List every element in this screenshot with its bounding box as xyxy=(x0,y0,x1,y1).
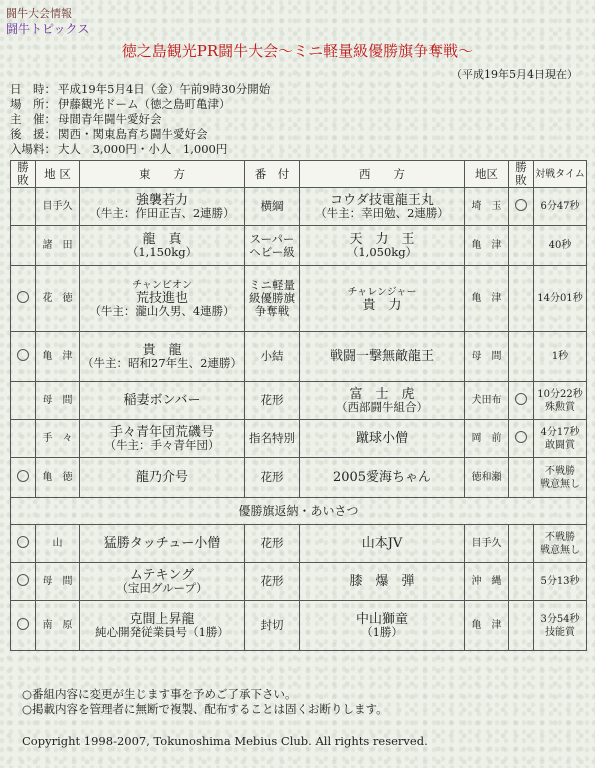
east-title: チャンピオン xyxy=(132,280,192,291)
win-mark-icon xyxy=(515,431,527,443)
note-change: ○番組内容に変更が生じます事を予めご了承下さい。 xyxy=(22,687,297,701)
info-value: 母間青年闘牛愛好会 xyxy=(58,112,162,126)
district-west: 沖 縄 xyxy=(465,563,509,601)
bout-row xyxy=(11,266,587,332)
award: 敢闘賞 xyxy=(545,439,575,451)
result-west xyxy=(509,382,534,420)
district-west: 岡 前 xyxy=(465,420,509,458)
bout-row xyxy=(11,382,587,420)
west-owner: （1勝） xyxy=(361,624,403,639)
district-east: 諸 田 xyxy=(36,226,80,266)
east-bull xyxy=(80,420,245,458)
west-bull xyxy=(300,332,465,382)
time-value: 不戦勝 xyxy=(545,531,575,543)
bout-row xyxy=(11,601,587,651)
district-east: 亀 徳 xyxy=(36,458,80,498)
win-mark-icon xyxy=(17,349,29,361)
result-west xyxy=(509,458,534,498)
east-name: 荒技進也 xyxy=(135,291,188,306)
district-east: 南 原 xyxy=(36,601,80,651)
district-east: 花 徳 xyxy=(36,266,80,332)
west-name: 戦闘一撃無敵龍王 xyxy=(329,349,434,364)
bout-row xyxy=(11,188,587,226)
rank: スーパーヘビー級 xyxy=(245,226,300,266)
west-owner: （牛主：幸田勉、2連勝） xyxy=(315,205,449,220)
bout-row xyxy=(11,563,587,601)
east-bull xyxy=(80,525,245,563)
east-bull xyxy=(80,458,245,498)
district-west: 目手久 xyxy=(465,525,509,563)
rank: 花形 xyxy=(245,458,300,498)
east-name: 強襲若力 xyxy=(135,192,188,208)
result-east xyxy=(11,266,36,332)
east-name: 克間上昇龍 xyxy=(129,611,195,627)
west-name: 蹴球小僧 xyxy=(355,431,408,446)
east-name: 龍 真 xyxy=(142,231,182,247)
note-copyright-warning: ○掲載内容を管理者に無断で複製、配布することは固くお断りします。 xyxy=(22,702,388,716)
award: 技能賞 xyxy=(545,626,575,638)
info-row xyxy=(10,142,270,157)
bout-row xyxy=(11,226,587,266)
win-mark-icon xyxy=(17,536,29,548)
bout-row xyxy=(11,420,587,458)
win-mark-icon xyxy=(17,574,29,586)
bout-time xyxy=(534,563,587,601)
west-bull xyxy=(300,563,465,601)
district-west: 亀 津 xyxy=(465,226,509,266)
rank: 横綱 xyxy=(245,188,300,226)
rank: 封切 xyxy=(245,601,300,651)
result-east xyxy=(11,382,36,420)
award: 殊勲賞 xyxy=(545,401,575,413)
west-bull xyxy=(300,382,465,420)
win-mark-icon xyxy=(17,470,29,482)
bout-time xyxy=(534,525,587,563)
result-west xyxy=(509,420,534,458)
time-value: 14分01秒 xyxy=(537,293,583,304)
east-name: ムテキング xyxy=(129,567,195,583)
win-mark-icon xyxy=(515,393,527,405)
win-mark-icon xyxy=(17,618,29,630)
header-district-east: 地 区 xyxy=(36,161,80,188)
district-west: 亀 津 xyxy=(465,601,509,651)
info-value: 関西・関東島育ち闘牛愛好会 xyxy=(58,127,208,141)
result-east xyxy=(11,458,36,498)
east-owner: 純心開発従業員号（1勝） xyxy=(95,624,229,639)
east-name: 貴 龍 xyxy=(142,342,182,358)
west-name: 貴 力 xyxy=(362,297,402,313)
result-east xyxy=(11,601,36,651)
award: 戦意無し xyxy=(540,544,580,556)
breadcrumb-current: 闘牛トピックス xyxy=(6,22,90,36)
east-owner: （宝田グループ） xyxy=(116,580,208,595)
east-owner: （牛主：手々青年団） xyxy=(104,437,220,452)
rank: 小結 xyxy=(245,332,300,382)
info-row xyxy=(10,127,270,142)
notes xyxy=(22,687,388,717)
award: 戦意無し xyxy=(540,478,580,490)
info-key: 入場料： xyxy=(10,142,56,156)
header-rank: 番 付 xyxy=(245,161,300,188)
event-info xyxy=(10,82,270,157)
win-mark-icon xyxy=(17,291,29,303)
east-name: 稲妻ボンバー xyxy=(123,393,201,408)
east-bull xyxy=(80,226,245,266)
district-east: 亀 津 xyxy=(36,332,80,382)
page-title: 徳之島観光PR闘牛大会〜ミニ軽量級優勝旗争奪戦〜 xyxy=(121,42,474,60)
info-row xyxy=(10,97,270,112)
bout-row xyxy=(11,332,587,382)
result-east xyxy=(11,226,36,266)
bout-table xyxy=(10,160,587,651)
east-bull xyxy=(80,332,245,382)
bout-row xyxy=(11,525,587,563)
west-bull xyxy=(300,601,465,651)
result-west xyxy=(509,601,534,651)
header-time: 対戦タイム xyxy=(534,161,587,188)
west-name: 膝 爆 弾 xyxy=(349,574,415,589)
district-west: 母 間 xyxy=(465,332,509,382)
district-east: 目手久 xyxy=(36,188,80,226)
east-bull xyxy=(80,188,245,226)
result-west xyxy=(509,525,534,563)
result-west xyxy=(509,563,534,601)
district-east: 手 々 xyxy=(36,420,80,458)
east-owner: （牛主：作田正吉、2連勝） xyxy=(89,205,235,220)
district-east: 母 間 xyxy=(36,382,80,420)
west-owner: （西部闘牛組合） xyxy=(336,399,428,414)
west-bull xyxy=(300,226,465,266)
east-bull xyxy=(80,563,245,601)
east-name: 猛勝タッチュー小僧 xyxy=(103,536,221,551)
bout-time xyxy=(534,458,587,498)
west-name: 山本JV xyxy=(361,536,403,551)
west-name: 富 士 虎 xyxy=(349,386,415,402)
east-owner: （牛主：瀧山久男、4連勝） xyxy=(89,304,235,318)
rank: 花形 xyxy=(245,382,300,420)
east-bull xyxy=(80,266,245,332)
copyright: Copyright 1998-2007, Tokunoshima Mebius Club. All rights reserved. xyxy=(22,734,428,748)
result-east xyxy=(11,332,36,382)
info-row xyxy=(10,112,270,127)
win-mark-icon xyxy=(515,199,527,211)
header-west: 西 方 xyxy=(300,161,465,188)
header-east: 東 方 xyxy=(80,161,245,188)
west-title: チャレンジャー xyxy=(347,286,417,298)
result-east xyxy=(11,188,36,226)
bout-time xyxy=(534,266,587,332)
west-name: 2005愛海ちゃん xyxy=(332,470,432,485)
table-header-row xyxy=(11,161,587,188)
result-west xyxy=(509,332,534,382)
district-west: 徳和瀬 xyxy=(465,458,509,498)
west-bull xyxy=(300,458,465,498)
west-bull xyxy=(300,266,465,332)
west-name: 天 力 王 xyxy=(349,231,415,247)
header-result-west: 勝敗 xyxy=(509,161,534,188)
result-east xyxy=(11,563,36,601)
interlude-row: 優勝旗返納・あいさつ xyxy=(11,498,587,525)
rank: 指名特別 xyxy=(245,420,300,458)
east-bull xyxy=(80,382,245,420)
time-value: 10分22秒 xyxy=(537,388,583,400)
rank: 花形 xyxy=(245,563,300,601)
header-district-west: 地区 xyxy=(465,161,509,188)
bout-time xyxy=(534,332,587,382)
info-value: 伊藤観光ドーム（徳之島町亀津） xyxy=(58,97,231,111)
rank: ミニ軽量級優勝旗争奪戦 xyxy=(245,266,300,332)
east-owner: （1,150kg） xyxy=(126,244,198,259)
bout-time xyxy=(534,382,587,420)
west-bull xyxy=(300,188,465,226)
result-east xyxy=(11,525,36,563)
west-owner: （1,050kg） xyxy=(346,244,418,259)
time-value: 6分47秒 xyxy=(540,201,580,212)
district-west: 犬田布 xyxy=(465,382,509,420)
district-west: 埼 玉 xyxy=(465,188,509,226)
rank: 花形 xyxy=(245,525,300,563)
east-bull xyxy=(80,601,245,651)
bout-row xyxy=(11,458,587,498)
west-bull xyxy=(300,420,465,458)
info-value: 大人 3,000円・小人 1,000円 xyxy=(58,142,228,156)
east-name: 龍乃介号 xyxy=(135,470,188,485)
header-result-east: 勝敗 xyxy=(11,161,36,188)
district-east: 山 xyxy=(36,525,80,563)
west-name: 中山獅童 xyxy=(355,611,408,627)
bout-time xyxy=(534,226,587,266)
as-of-date: （平成19年5月4日現在） xyxy=(451,68,578,81)
result-west xyxy=(509,188,534,226)
time-value: 3分54秒 xyxy=(540,613,580,625)
info-key: 場 所： xyxy=(10,97,56,111)
time-value: 4分17秒 xyxy=(540,426,580,438)
result-east xyxy=(11,420,36,458)
time-value: 5分13秒 xyxy=(540,576,580,587)
east-owner: （牛主：昭和27年生、2連勝） xyxy=(82,355,242,370)
info-row xyxy=(10,82,270,97)
result-west xyxy=(509,226,534,266)
bout-time xyxy=(534,420,587,458)
time-value: 不戦勝 xyxy=(545,465,575,477)
time-value: 1秒 xyxy=(551,351,569,362)
district-east: 母 間 xyxy=(36,563,80,601)
east-name: 手々青年団荒磯号 xyxy=(109,424,214,440)
info-value: 平成19年5月4日（金）午前9時30分開始 xyxy=(58,82,271,96)
info-key: 後 援： xyxy=(10,127,56,141)
info-key: 日 時： xyxy=(10,82,56,96)
west-name: コウダ技電龍王丸 xyxy=(330,192,434,208)
breadcrumb-parent-link[interactable]: 闘牛大会情報 xyxy=(6,7,72,20)
bout-time xyxy=(534,601,587,651)
info-key: 主 催： xyxy=(10,112,56,126)
time-value: 40秒 xyxy=(548,240,572,251)
west-bull xyxy=(300,525,465,563)
bout-time xyxy=(534,188,587,226)
result-west xyxy=(509,266,534,332)
district-west: 亀 津 xyxy=(465,266,509,332)
